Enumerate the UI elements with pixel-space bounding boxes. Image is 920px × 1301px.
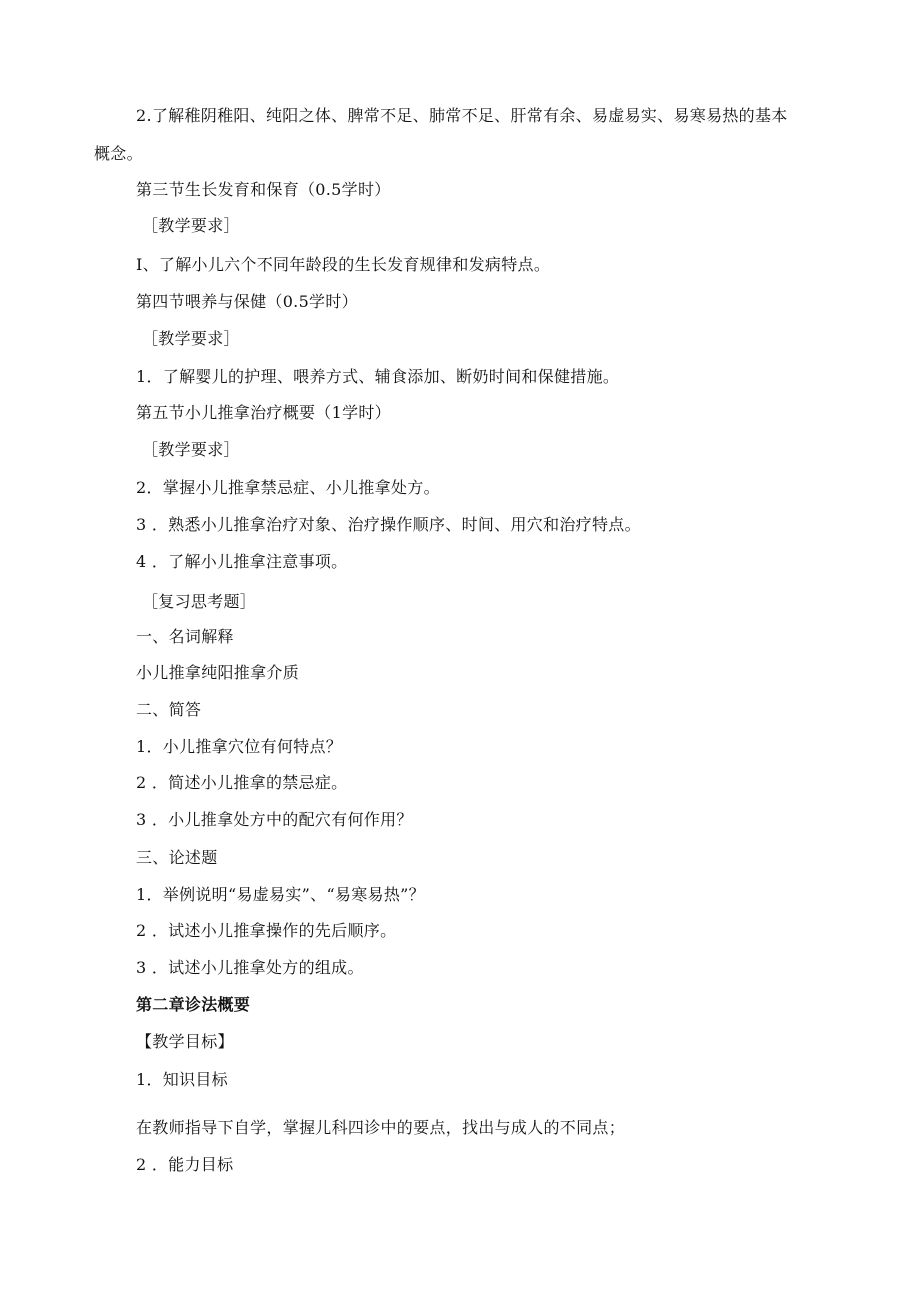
- text-line: 4 ．了解小儿推拿注意事项。: [136, 552, 348, 571]
- text-line: 小儿推拿纯阳推拿介质: [136, 663, 300, 682]
- subheading: ［教学要求］: [142, 216, 240, 235]
- subheading: ［教学要求］: [142, 329, 240, 348]
- text-line: 1．小儿推拿穴位有何特点？: [136, 737, 343, 756]
- section-heading: 第五节小儿推拿治疗概要（1学时）: [136, 403, 391, 422]
- text-line: 一、名词解释: [136, 627, 234, 646]
- text-line: 3 ．小儿推拿处方中的配穴有何作用？: [136, 810, 413, 829]
- text-line: 1．了解婴儿的护理、喂养方式、辅食添加、断奶时间和保健措施。: [136, 367, 620, 386]
- text-line: 在教师指导下自学，掌握儿科四诊中的要点，找出与成人的不同点；: [136, 1118, 626, 1137]
- chapter-title: 第二章诊法概要: [136, 995, 251, 1014]
- text-line: 二、简答: [136, 700, 202, 719]
- text-line: 2．掌握小儿推拿禁忌症、小儿推拿处方。: [136, 478, 440, 497]
- subheading: 【教学目标】: [136, 1032, 234, 1051]
- text-line: 3 ．熟悉小儿推拿治疗对象、治疗操作顺序、时间、用穴和治疗特点。: [136, 515, 641, 534]
- text-line: 2 ．简述小儿推拿的禁忌症。: [136, 773, 348, 792]
- text-line: 2 ．试述小儿推拿操作的先后顺序。: [136, 921, 397, 940]
- text-line: 2 ．能力目标: [136, 1155, 234, 1174]
- text-line: I、了解小儿六个不同年龄段的生长发育规律和发病特点。: [136, 255, 551, 274]
- subheading: ［教学要求］: [142, 440, 240, 459]
- text-line: 2.了解稚阴稚阳、纯阳之体、脾常不足、肺常不足、肝常有余、易虚易实、易寒易热的基本: [136, 106, 788, 125]
- text-line: 三、论述题: [136, 848, 218, 867]
- text-line: 1．举例说明“易虚易实”、“易寒易热”？: [136, 885, 425, 904]
- text-line: 3 ．试述小儿推拿处方的组成。: [136, 958, 364, 977]
- section-heading: 第四节喂养与保健（0.5学时）: [136, 292, 358, 311]
- text-line: 1．知识目标: [136, 1070, 228, 1089]
- text-line: 概念。: [94, 144, 143, 163]
- subheading: ［复习思考题］: [142, 592, 257, 611]
- section-heading: 第三节生长发育和保育（0.5学时）: [136, 180, 391, 199]
